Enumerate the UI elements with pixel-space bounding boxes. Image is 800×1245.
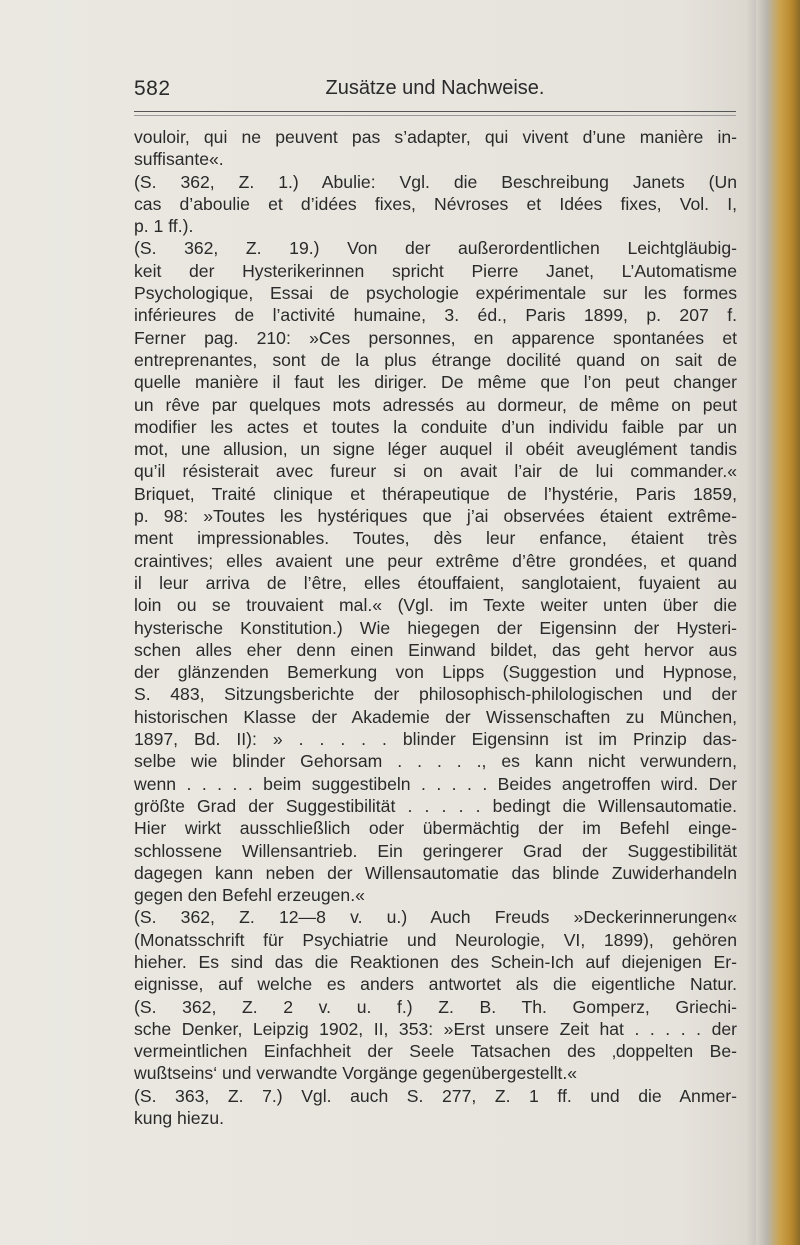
text-line: (S. 362, Z. 12—8 v. u.) Auch Freuds »Deckerinnerungen« — [134, 907, 737, 928]
text-line: p. 98: »Toutes les hystériques que j’ai observées étaient extrême- — [134, 506, 737, 527]
text-line: hysterische Konstitution.) Wie hiegegen der Eigensinn der Hysteri- — [134, 617, 737, 638]
text-line: inférieures de l’activité humaine, 3. éd., Paris 1899, p. 207 f. — [134, 305, 737, 326]
text-line: kung hiezu. — [134, 1108, 224, 1129]
text-line: (S. 362, Z. 2 v. u. f.) Z. B. Th. Gomperz, Griechi- — [134, 996, 737, 1017]
text-line: Briquet, Traité clinique et thérapeutique de l’hystérie, Paris 1859, — [134, 483, 737, 504]
text-line: ment impressionables. Toutes, dès leur enfance, étaient très — [134, 528, 737, 549]
text-line: quelle manière il faut les diriger. De même que l’on peut changer — [134, 372, 737, 393]
text-line: schlossene Willensantrieb. Ein geringerer Grad der Suggestibilität — [134, 840, 737, 861]
text-line: wußtseins‘ und verwandte Vorgänge gegenübergestellt.« — [134, 1063, 578, 1084]
text-line: (S. 363, Z. 7.) Vgl. auch S. 277, Z. 1 ff. und die Anmer- — [134, 1085, 737, 1106]
text-line: un rêve par quelques mots adressés au dormeur, de même on peut — [134, 394, 737, 415]
text-line: il leur arriva de l’être, elles étouffaient, sanglotaient, fuyaient au — [134, 572, 737, 593]
text-line: S. 483, Sitzungsberichte der philosophisch-philologischen und der — [134, 684, 737, 705]
text-line: selbe wie blinder Gehorsam . . . . ., es kann nicht verwundern, — [134, 751, 737, 772]
page-header — [134, 77, 736, 107]
text-line: loin ou se trouvaient mal.« (Vgl. im Texte weiter unten über die — [134, 595, 737, 616]
text-line: der glänzenden Bemerkung von Lipps (Suggestion und Hypnose, — [134, 662, 737, 683]
body-text — [134, 126, 737, 1129]
text-line: Psychologique, Essai de psychologie expérimentale sur les formes — [134, 283, 737, 304]
text-line: (Monatsschrift für Psychiatrie und Neurologie, VI, 1899), gehören — [134, 929, 737, 950]
text-line: mot, une allusion, un signe léger auquel il obéit aveuglément tandis — [134, 439, 737, 460]
text-line: Hier wirkt ausschließlich oder übermächtig der im Befehl einge- — [134, 818, 737, 839]
text-line: p. 1 ff.). — [134, 216, 194, 237]
text-line: qu’il résisterait avec fureur si on avait l’air de lui commander.« — [134, 461, 737, 482]
text-line: cas d’aboulie et d’idées fixes, Névroses et Idées fixes, Vol. I, — [134, 193, 737, 214]
header-rule-thin — [134, 115, 736, 116]
text-line: (S. 362, Z. 1.) Abulie: Vgl. die Beschreibung Janets (Un — [134, 171, 737, 192]
text-line: modifier les actes et toutes la conduite d’un individu faible par un — [134, 416, 737, 437]
running-title: Zusätze und Nachweise. — [325, 77, 545, 99]
text-line: wenn . . . . . beim suggestibeln . . . . . Beides angetroffen wird. Der — [134, 773, 737, 794]
text-line: 1897, Bd. II): » . . . . . blinder Eigensinn ist im Prinzip das- — [134, 729, 737, 750]
text-line: vouloir, qui ne peuvent pas s’adapter, qui vivent d’une manière in- — [134, 127, 737, 147]
text-line: Ferner pag. 210: »Ces personnes, en apparence spontanées et — [134, 327, 737, 348]
text-line: suffisante«. — [134, 149, 224, 170]
text-line: craintives; elles avaient une peur extrême d’être grondées, et quand — [134, 550, 737, 571]
page-edge — [756, 0, 800, 1245]
text-line: eignisse, auf welche es anders antwortet als die eigentliche Natur. — [134, 974, 737, 995]
text-line: größte Grad der Suggestibilität . . . . . bedingt die Willensautomatie. — [134, 795, 737, 816]
page-number: 582 — [134, 77, 171, 100]
text-line: vermeintlichen Einfachheit der Seele Tatsachen des ‚doppelten Be- — [134, 1041, 737, 1062]
text-line: entreprenantes, sont de la plus étrange docilité quand on sait de — [134, 349, 737, 370]
text-line: dagegen kann neben der Willensautomatie das blinde Zuwiderhandeln — [134, 862, 737, 883]
text-line: sche Denker, Leipzig 1902, II, 353: »Erst unsere Zeit hat . . . . . der — [134, 1018, 737, 1039]
text-line: hieher. Es sind das die Reaktionen des Schein-Ich auf diejenigen Er- — [134, 951, 737, 972]
text-line: gegen den Befehl erzeugen.« — [134, 885, 365, 906]
text-line: keit der Hysterikerinnen spricht Pierre Janet, L’Automatisme — [134, 260, 737, 281]
header-rule — [134, 111, 736, 112]
text-line: (S. 362, Z. 19.) Von der außerordentlichen Leichtgläubig- — [134, 238, 737, 259]
text-line: historischen Klasse der Akademie der Wissenschaften zu München, — [134, 706, 737, 727]
text-line: schen alles eher denn einen Einwand bildet, das geht hervor aus — [134, 639, 737, 660]
